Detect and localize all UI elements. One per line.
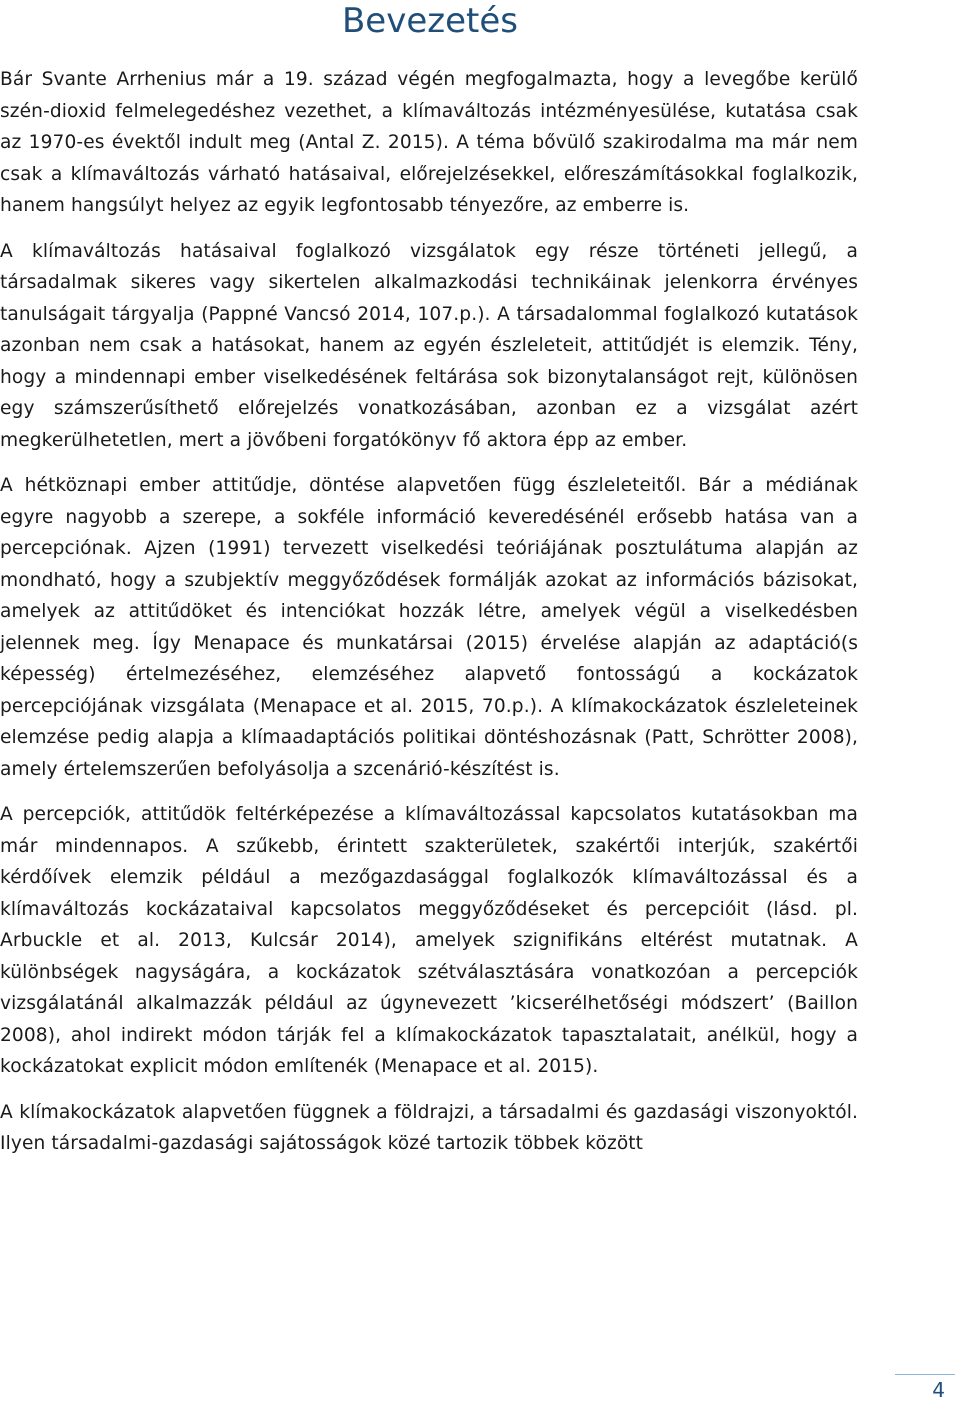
footer-divider — [895, 1374, 955, 1375]
paragraph-5: A klímakockázatok alapvetően függnek a földrajzi, a társadalmi és gazdasági viszonyoktól. Ilyen társadalmi-gazdasági sajátosságok közé tartozik többek között — [0, 1101, 858, 1154]
paragraph-2: A klímaváltozás hatásaival foglalkozó vizsgálatok egy része történeti jellegű, a társadalmak sikeres vagy sikertelen alkalmazkodási technikáinak jelenkorra érvényes tanulságait tárgyalja (Pappné Vancsó 2014, 107.p.). A társadalommal foglalkozó kutatások azonban nem csak a hatásokat, hanem az egyén észleleteit, attitűdjét is elemzik. Tény, hogy a mindennapi ember viselkedésének feltárása sok bizonytalanságot rejt, különösen egy számszerűsíthető előrejelzés vonatkozásában, azonban ez a vizsgálat azért megkerülhetetlen, mert a jövőbeni forgatókönyv fő aktora épp az ember. — [0, 240, 858, 451]
paragraph-4: A percepciók, attitűdök feltérképezése a klímaváltozással kapcsolatos kutatásokban ma már mindennapos. A szűkebb, érintett szakterületek, szakértői interjúk, szakértői kérdőívek elemzik például a mezőgazdasággal foglalkozók klímaváltozással és a klímaváltozás kockázataival kapcsolatos meggyőződéseket és percepcióit (lásd. pl. Arbuckle et al. 2013, Kulcsár 2014), amelyek szignifikáns eltérést mutatnak. A különbségek nagyságára, a kockázatok szétválasztására vonatkozóan a percepciók vizsgálatánál alkalmazzák például az úgynevezett ’kicserélhetőségi módszert’ (Baillon 2008), ahol indirekt módon tárják fel a klímakockázatok tapasztalatait, anélkül, hogy a kockázatokat explicit módon említenék (Menapace et al. 2015). — [0, 804, 858, 1077]
body-text — [0, 64, 858, 1174]
page-number: 4 — [932, 1378, 945, 1402]
paragraph-3: A hétköznapi ember attitűdje, döntése alapvetően függ észleleteitől. Bár a médiának egyre nagyobb a szerepe, a sokféle információ keveredésénél erősebb hatása van a percepciónak. Ajzen (1991) tervezett viselkedési teóriájának posztulátuma alapján az mondható, hogy a szubjektív meggyőződések formálják azokat az információs bázisokat, amelyek az attitűdöket és intenciókat hozzák létre, amelyek végül a viselkedésben jelennek meg. Így Menapace és munkatársai (2015) érvelése alapján az adaptáció(s képesség) értelmezéséhez, elemzéséhez alapvető fontosságú a kockázatok percepciójának vizsgálata (Menapace et al. 2015, 70.p.). A klímakockázatok észleleteinek elemzése pedig alapja a klímaadaptációs politikai döntéshozásnak (Patt, Schrötter 2008), amely értelemszerűen befolyásolja a szcenárió-készítést is. — [0, 475, 858, 780]
paragraph-1: Bár Svante Arrhenius már a 19. század végén megfogalmazta, hogy a levegőbe kerülő szén-dioxid felmelegedéshez vezethet, a klímaváltozás intézményesülése, kutatása csak az 1970-es évektől indult meg (Antal Z. 2015). A téma bővülő szakirodalma ma már nem csak a klímaváltozás várható hatásaival, előrejelzésekkel, előreszámításokkal foglalkozik, hanem hangsúlyt helyez az egyik legfontosabb tényezőre, az emberre is. — [0, 69, 858, 216]
section-heading: Bevezetés — [341, 1, 518, 41]
